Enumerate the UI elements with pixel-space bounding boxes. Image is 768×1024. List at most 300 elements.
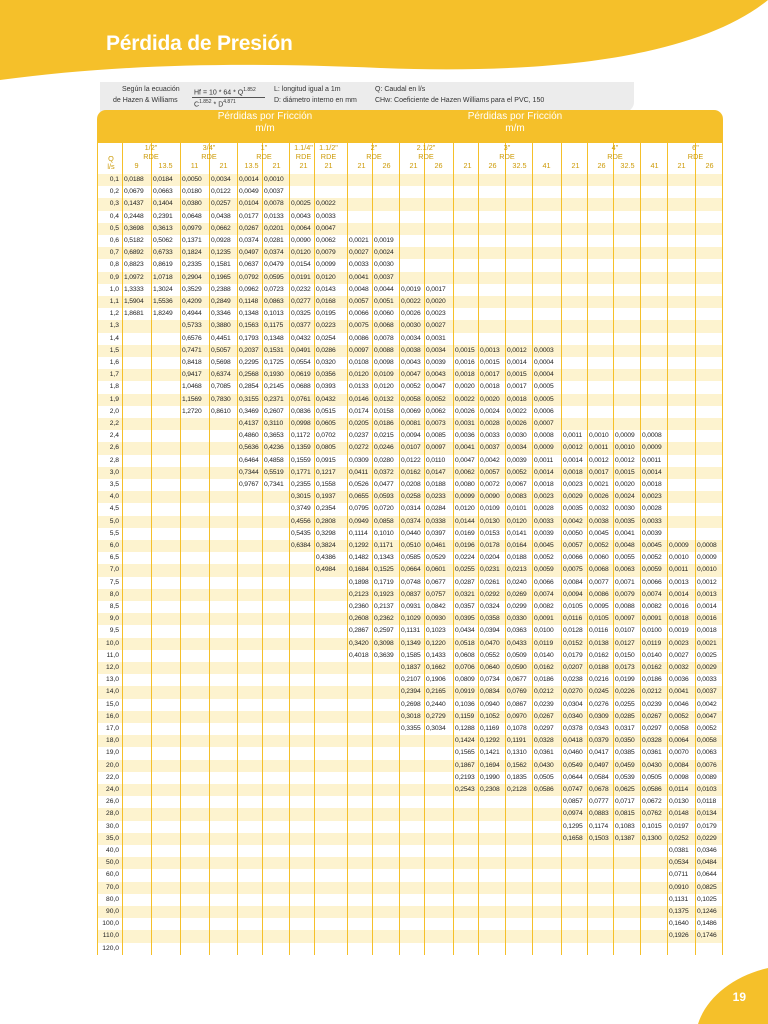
loss-value: 0,1078 [507,725,527,732]
loss-value: 0,0702 [316,432,336,440]
loss-value: 0,0212 [534,688,554,696]
loss-value: 0,0062 [316,237,336,244]
loss-value: 0,0039 [642,529,662,537]
loss-value: 0,0027 [426,322,446,330]
flow-value: 24,0 [105,786,119,793]
loss-value: 0,0213 [507,566,527,574]
loss-value: 0,1359 [291,444,311,452]
loss-value: 0,0186 [642,676,662,684]
loss-value: 0,5636 [239,444,259,452]
flow-value: 120,0 [102,944,119,952]
loss-value: 0,0679 [124,188,144,196]
loss-value: 0,9417 [182,371,202,379]
loss-value: 0,0020 [615,481,635,488]
column-divider [453,143,454,955]
loss-value: 0,0060 [374,310,394,318]
loss-value: 0,0619 [291,371,311,379]
table-row [97,894,723,906]
loss-value: 0,1029 [401,615,421,623]
flow-value: 9,0 [109,615,119,623]
loss-value: 0,7341 [264,481,284,488]
column-divider [424,143,425,955]
loss-value: 0,0047 [697,712,717,720]
loss-value: 0,0304 [563,700,583,708]
loss-value: 0,0017 [480,371,500,379]
loss-value: 0,4858 [264,456,284,464]
loss-value: 0,0179 [697,822,717,830]
flow-value: 1,0 [109,285,119,293]
loss-value: 0,0052 [669,712,689,720]
loss-value: 0,0267 [642,712,662,720]
loss-value: 0,0324 [480,603,500,610]
loss-value: 0,0038 [401,346,421,354]
loss-value: 0,0039 [426,359,446,366]
loss-value: 0,1424 [455,737,475,745]
loss-value: 0,0246 [374,444,394,452]
loss-value: 0,0510 [401,542,421,549]
loss-value: 0,1525 [374,566,394,574]
loss-value: 0,0042 [480,456,500,464]
loss-value: 0,0085 [426,432,446,440]
loss-value: 0,0120 [316,273,336,281]
loss-value: 0,0910 [669,883,689,891]
loss-value: 0,3420 [349,639,369,647]
formula-denominator-d: * D [211,101,224,109]
loss-value: 0,2808 [316,517,336,525]
flow-value: 26,0 [105,798,119,806]
loss-value: 0,1010 [374,529,394,537]
loss-value: 0,0075 [563,566,583,574]
loss-value: 0,0134 [697,810,717,818]
loss-value: 0,1937 [316,493,336,501]
flow-value: 1,6 [109,359,119,366]
loss-value: 0,0089 [697,773,717,781]
loss-value: 0,0664 [401,566,421,574]
loss-value: 0,2308 [480,786,500,793]
loss-value: 0,0321 [455,590,475,598]
loss-value: 0,0005 [534,383,554,391]
loss-value: 0,0090 [291,237,311,244]
flow-value: 16,0 [105,712,119,720]
loss-value: 0,0023 [669,639,689,647]
loss-value: 0,0094 [563,590,583,598]
loss-value: 0,0356 [316,371,336,379]
loss-value: 0,3034 [426,725,446,732]
loss-value: 0,0120 [349,371,369,379]
loss-value: 0,0434 [455,627,475,635]
loss-value: 0,0016 [455,359,475,366]
rde-value: 26 [597,161,606,170]
loss-value: 0,2543 [455,786,475,793]
loss-value: 0,0863 [264,298,284,305]
loss-value: 0,1036 [455,700,475,708]
loss-value: 0,0309 [349,456,369,464]
loss-value: 0,0012 [507,346,527,354]
loss-value: 0,0014 [642,468,662,476]
column-divider [561,143,562,955]
loss-value: 0,0197 [669,822,689,830]
loss-value: 0,4018 [349,651,369,659]
loss-value: 0,0022 [401,298,421,305]
loss-value: 0,0098 [374,359,394,366]
loss-value: 0,1310 [507,749,527,757]
flow-value: 30,0 [105,822,119,830]
flow-value: 90,0 [105,908,119,915]
loss-value: 0,0196 [455,542,475,549]
loss-value: 0,2849 [211,298,231,305]
loss-value: 0,0045 [642,542,662,549]
loss-value: 0,0433 [507,639,527,647]
loss-value: 0,0269 [507,590,527,598]
flow-value: 4,0 [109,493,119,501]
loss-value: 0,0254 [316,334,336,342]
loss-value: 0,0133 [349,383,369,391]
loss-value: 0,0046 [669,700,689,708]
loss-value: 0,0075 [349,322,369,330]
loss-value: 0,6384 [291,542,311,549]
loss-value: 0,0083 [507,493,527,501]
loss-value: 0,0184 [153,176,173,183]
loss-value: 0,0090 [480,493,500,501]
column-divider [587,143,588,955]
loss-value: 0,0047 [401,371,421,379]
flow-value: 6,5 [109,554,119,562]
loss-value: 0,0042 [697,700,717,708]
rde-value: 21 [324,161,333,170]
loss-value: 0,7471 [182,346,202,354]
flow-value: 0,9 [109,273,119,281]
loss-value: 0,0162 [401,468,421,476]
loss-value: 0,0005 [534,395,554,403]
loss-value: 0,0011 [642,456,662,464]
loss-value: 0,1640 [669,920,689,928]
loss-value: 0,0024 [480,407,500,415]
flow-value: 2,2 [109,420,119,427]
loss-value: 0,0097 [349,346,369,354]
diameter-label: 2" [370,143,378,152]
loss-value: 0,0267 [239,224,259,232]
loss-value: 0,1348 [264,334,284,342]
loss-value: 0,0109 [480,505,500,513]
loss-value: 0,0374 [264,249,284,257]
loss-value: 0,0328 [642,737,662,745]
loss-value: 0,0015 [455,346,475,354]
loss-value: 0,0048 [349,285,369,293]
loss-value: 0,1926 [669,932,689,940]
loss-value: 0,0593 [374,493,394,501]
loss-value: 0,0097 [615,615,635,623]
flow-value: 35,0 [105,834,119,842]
loss-value: 0,0858 [374,517,394,525]
loss-value: 0,1965 [211,273,231,281]
loss-value: 0,1565 [455,749,475,757]
rde-label: RDE [366,152,382,161]
flow-value: 20,0 [105,761,119,769]
loss-value: 0,1990 [480,773,500,781]
loss-value: 0,1169 [480,725,500,732]
loss-value: 0,1191 [507,737,527,745]
loss-value: 0,0094 [401,432,421,440]
loss-value: 0,0078 [374,334,394,342]
flow-value: 1,1 [109,298,119,305]
loss-value: 0,1349 [401,639,421,647]
loss-value: 0,0107 [615,627,635,635]
loss-value: 0,0379 [589,737,609,745]
loss-value: 0,2354 [316,505,336,513]
loss-value: 0,0191 [291,273,311,281]
loss-value: 0,0270 [563,688,583,696]
loss-value: 0,0141 [507,529,527,537]
loss-value: 0,0919 [455,688,475,696]
loss-value: 1,5904 [124,298,144,305]
loss-value: 0,0120 [455,505,475,513]
loss-value: 0,1171 [374,542,394,549]
loss-value: 0,0883 [589,810,609,818]
loss-value: 0,0231 [480,566,500,574]
loss-value: 0,1131 [401,627,421,635]
flow-value: 100,0 [102,920,119,928]
column-divider [722,143,723,955]
column-divider [505,143,506,955]
loss-value: 0,1375 [669,908,689,915]
loss-value: 0,2355 [291,481,311,488]
loss-value: 0,0672 [642,798,662,806]
loss-value: 0,8418 [182,359,202,366]
loss-value: 0,1559 [291,456,311,464]
loss-value: 0,3824 [316,542,336,549]
flow-value: 50,0 [105,859,119,867]
loss-value: 0,0497 [239,249,259,257]
loss-value: 0,2362 [374,615,394,623]
loss-value: 0,0071 [615,578,635,586]
formula-legend-d: D: diámetro interno en mm [274,97,357,104]
loss-value: 0,0255 [615,700,635,708]
loss-value: 0,0021 [349,237,369,244]
column-divider [151,143,152,955]
column-divider [180,143,181,955]
column-divider [289,143,290,955]
loss-value: 0,0051 [374,298,394,305]
flow-value: 110,0 [102,932,119,940]
loss-value: 0,0105 [563,603,583,610]
flow-value: 9,5 [109,627,119,635]
loss-value: 0,3529 [182,285,202,293]
loss-value: 0,1482 [349,554,369,562]
loss-value: 0,0174 [349,407,369,415]
loss-value: 0,5182 [124,237,144,244]
loss-value: 0,0034 [426,346,446,354]
diameter-label: 3/4" [202,143,216,152]
loss-value: 0,0350 [615,737,635,745]
loss-value: 0,0062 [455,468,475,476]
loss-value: 0,0962 [239,285,259,293]
loss-value: 1,3024 [153,285,173,293]
loss-value: 0,0397 [426,529,446,537]
rde-value: 13.5 [244,161,259,170]
column-divider [640,143,641,955]
loss-value: 0,7085 [211,383,231,391]
loss-value: 0,0340 [563,712,583,720]
loss-value: 0,0014 [507,359,527,366]
loss-value: 0,0152 [563,639,583,647]
loss-value: 0,1174 [589,822,609,830]
loss-value: 0,0460 [563,749,583,757]
loss-value: 0,0043 [291,212,311,220]
loss-value: 0,0378 [563,725,583,732]
loss-value: 0,4209 [182,298,202,305]
table-row [97,869,723,881]
diameter-label: 3" [503,143,511,152]
table-row [97,918,723,930]
loss-value: 0,0032 [589,505,609,513]
rde-value: 11 [190,161,199,170]
loss-value: 0,0116 [563,615,583,623]
loss-value: 0,0059 [642,566,662,574]
loss-value: 0,0640 [480,664,500,671]
loss-value: 0,0018 [455,371,475,379]
loss-value: 0,0017 [589,468,609,476]
loss-value: 0,4236 [264,444,284,452]
loss-value: 0,0173 [615,664,635,671]
flow-value: 0,8 [109,261,119,269]
loss-value: 0,0299 [507,603,527,610]
loss-value: 0,0045 [589,529,609,537]
loss-value: 0,0325 [291,310,311,318]
loss-value: 0,2597 [374,627,394,635]
loss-value: 0,1771 [291,468,311,476]
table-row [97,857,723,869]
loss-value: 0,0079 [615,590,635,598]
loss-value: 0,0033 [316,212,336,220]
loss-value: 0,0086 [589,590,609,598]
loss-value: 0,5733 [182,322,202,330]
loss-value: 0,1235 [211,249,231,257]
loss-value: 0,0815 [615,810,635,818]
loss-value: 0,1824 [182,249,202,257]
flow-value: 8,5 [109,603,119,610]
loss-value: 0,0048 [615,542,635,549]
loss-value: 0,0041 [615,529,635,537]
loss-value: 0,0100 [642,627,662,635]
loss-value: 0,0180 [182,188,202,196]
loss-value: 0,0979 [182,224,202,232]
loss-value: 0,0110 [426,456,446,464]
loss-value: 0,1300 [642,834,662,842]
loss-value: 0,0164 [507,542,527,549]
loss-value: 0,0836 [291,407,311,415]
diameter-label: 1" [260,143,268,152]
loss-value: 0,1930 [264,371,284,379]
loss-value: 0,0036 [669,676,689,684]
flow-value: 2,0 [109,407,119,415]
loss-value: 0,0147 [426,468,446,476]
loss-value: 0,0023 [642,493,662,501]
loss-value: 0,0033 [697,676,717,684]
loss-value: 0,0477 [374,481,394,488]
loss-value: 0,0058 [669,725,689,732]
column-divider [237,143,238,955]
flow-value: 1,2 [109,310,119,318]
table-row [97,845,723,857]
loss-value: 0,0036 [455,432,475,440]
loss-value: 0,0011 [669,566,689,574]
loss-value: 0,0792 [239,273,259,281]
loss-value: 0,0095 [589,603,609,610]
flow-value: 11,0 [106,651,119,659]
loss-value: 0,0361 [534,749,554,757]
loss-value: 0,1585 [401,651,421,659]
loss-value: 0,0509 [507,651,527,659]
loss-value: 0,0118 [697,798,717,806]
loss-value: 0,1013 [264,310,284,318]
flow-value: 0,1 [109,176,119,183]
loss-value: 0,0018 [642,481,662,488]
loss-value: 0,0033 [349,261,369,269]
loss-value: 0,0076 [697,761,717,769]
loss-value: 0,0066 [349,310,369,318]
loss-value: 0,0358 [480,615,500,623]
diameter-label: 2.1/2" [416,143,436,152]
loss-value: 0,0022 [316,200,336,208]
loss-value: 0,2388 [211,285,231,293]
flow-value: 18,0 [105,737,119,745]
loss-value: 0,0047 [316,224,336,232]
loss-value: 0,2371 [264,395,284,403]
loss-value: 0,0012 [589,456,609,464]
column-divider [667,143,668,955]
table-row [97,906,723,918]
flow-value: 0,4 [109,212,119,220]
loss-value: 1,8249 [153,310,173,318]
loss-value: 0,0233 [426,493,446,501]
q-label: Q [108,154,114,163]
loss-value: 0,0068 [589,566,609,574]
loss-value: 0,0239 [642,700,662,708]
loss-value: 0,2607 [264,407,284,415]
loss-value: 0,0084 [669,761,689,769]
loss-value: 0,0029 [563,493,583,501]
loss-value: 0,0418 [563,737,583,745]
loss-value: 0,0028 [480,420,500,427]
loss-value: 0,0034 [507,444,527,452]
table-row [97,882,723,894]
rde-label: RDE [499,152,515,161]
loss-value: 0,0224 [455,554,475,562]
loss-value: 0,1343 [374,554,394,562]
loss-value: 0,0287 [455,578,475,586]
flow-value: 17,0 [105,725,119,732]
loss-value: 0,0292 [480,590,500,598]
loss-value: 0,0009 [642,444,662,452]
loss-value: 0,0605 [316,420,336,427]
loss-value: 0,0010 [615,444,635,452]
loss-value: 0,0017 [426,285,446,293]
loss-value: 0,0030 [374,261,394,269]
loss-value: 0,0050 [182,176,202,183]
header-right-line1: Pérdidas por Fricción [467,111,563,122]
loss-value: 0,0150 [615,651,635,659]
loss-value: 0,0114 [669,786,689,793]
loss-value: 0,0915 [316,456,336,464]
loss-value: 0,0052 [697,725,717,732]
loss-value: 0,0030 [507,432,527,440]
loss-value: 0,0207 [563,664,583,671]
loss-value: 0,0281 [264,237,284,244]
formula-note-line1: Según la ecuación [122,86,180,93]
flow-value: 0,3 [109,200,119,208]
flow-value: 14,0 [105,688,119,696]
loss-value: 0,0515 [316,407,336,415]
